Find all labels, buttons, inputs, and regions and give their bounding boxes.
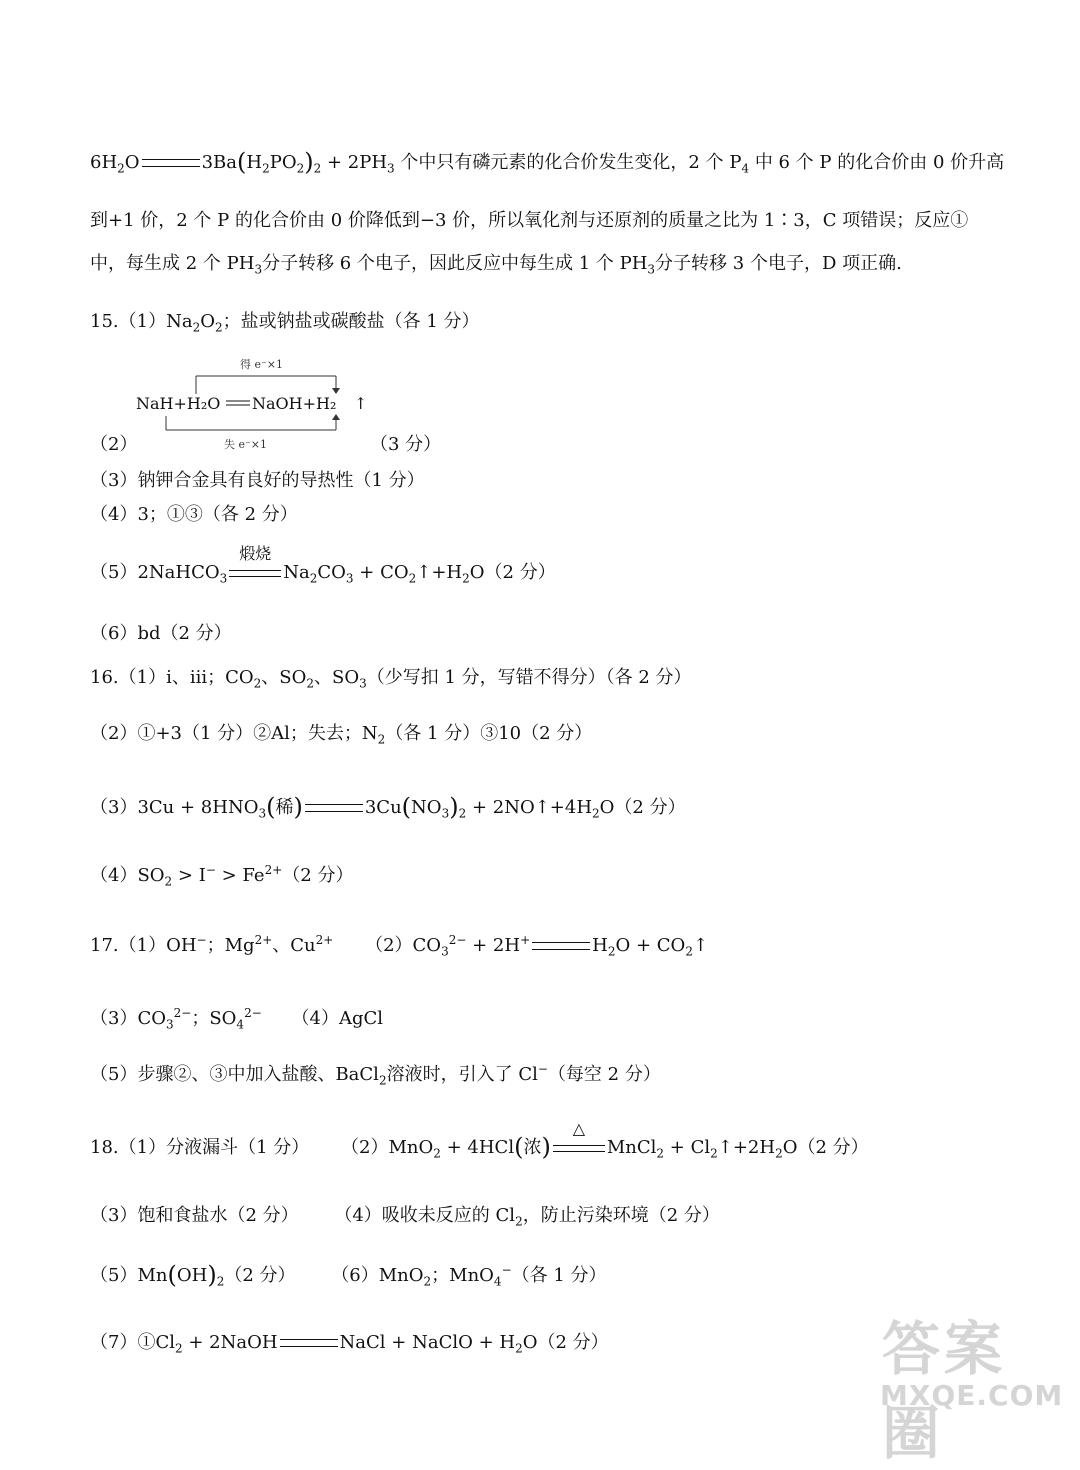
diagram-gas-arrow: ↑	[354, 394, 368, 413]
q15-part1: $15.(1)Na_2O_2$；盐或钠盐或碳酸盐（各 1 分）	[90, 311, 480, 335]
condition-equals: 煅烧	[229, 570, 281, 577]
equals-sign	[280, 1339, 338, 1347]
diagram-eq-left: NaH+H₂O	[136, 394, 221, 413]
q18-part1-2: 18.（1）分液漏斗（1 分） （2）MnO$_2$ + 4HCl(浓) △ MnCl$_2$ + $Cl_2↑+2H_2O(2$ 分）	[90, 1118, 869, 1161]
q15-part5: （5）2NaHCO$_3$ 煅烧 $Na_2CO_3$ + $CO_2↑+H_2O(2$ 分）	[90, 543, 556, 586]
q15-part2-score: （3 分）	[370, 434, 442, 455]
q15-part2-label: （2）	[90, 434, 138, 455]
watermark-bottom-text: MXQE.COM	[880, 1379, 1064, 1412]
q16-part2: （2）①+3（1 分）②Al；失去；$N_2$（各 1 分）③10（2 分）	[90, 723, 593, 747]
q15-part6: （6）bd（2 分）	[90, 623, 232, 644]
lose-electron-label: 失 e⁻×1	[224, 438, 268, 451]
electron-transfer-diagram	[128, 354, 388, 454]
q18-part5-6: $(5)Mn(OH)_2(2$ 分） （6）MnO$_2$；MnO$_4$−（各 1 分）	[90, 1261, 607, 1289]
q16-part3: $(3)3Cu + 8HNO_3$(稀) $3Cu(NO_3)_2$ + $2NO↑+4H_2O(2$ 分）	[90, 793, 686, 821]
q17-part5: （5）步骤②、③中加入盐酸、BaCl$_2$溶液时，引入了 Cl−（每空 2 分）	[90, 1062, 661, 1088]
watermark-top-text: 答案圈	[882, 1315, 1007, 1467]
q15-part4: （4）3；①③（各 2 分）	[90, 504, 298, 525]
intro-line-2: 到+1 价，2 个 P 的化合价由 0 价降低到−3 价，所以氧化剂与还原剂的质量之比为 1∶3，C 项错误；反应①	[90, 210, 969, 231]
gain-electron-label: 得 e⁻×1	[240, 358, 284, 371]
watermark-logo	[872, 1302, 1064, 1467]
q17-part1-2: 17.（1）OH−；$Mg^{2+}$、$Cu^{2+}$ $(2)CO_3^{2-} + 2H^+$ $H_2O$ + $CO_2↑$	[90, 933, 709, 959]
equals-sign	[142, 159, 200, 167]
equals-sign	[305, 804, 363, 812]
q15-part3: （3）钠钾合金具有良好的导热性（1 分）	[90, 470, 425, 491]
q18-part7: $(7)①Cl_2$ + 2NaOH NaCl + NaClO + $H_2O(2$ 分）	[90, 1332, 609, 1356]
q18-part3-4: （3）饱和食盐水（2 分） （4）吸收未反应的 $Cl_2$，防止污染环境（2 分）	[90, 1205, 720, 1229]
q16-part1: 16.（1）i、iii；$CO_2$、$SO_2$、$SO_3$（少写扣 1 分，写错不得分）（各 2 分）	[90, 667, 692, 691]
intro-line-3: 中，每生成 2 个 $PH_3$分子转移 6 个电子，因此反应中每生成 1 个 $PH_3$分子转移 3 个电子，D 项正确.	[90, 253, 902, 277]
diagram-eq-right: NaOH+H₂	[252, 394, 337, 413]
q16-part4: $(4)SO_2 > I^- > Fe^{2+}(2$ 分）	[90, 863, 354, 889]
intro-line-1: $6H_2O$ $3Ba(H_2PO_2)_2 + 2PH_3$ 个中只有磷元素的化合价发生变化，2 个 $P_4$ 中 6 个 P 的化合价由 0 价升高	[90, 148, 1005, 176]
equals-sign	[532, 942, 590, 950]
condition-equals: △	[553, 1145, 605, 1152]
q17-part3-4: $(3)CO_3^{2-}$；$SO_4^{2-}$ （4）AgCl	[90, 1006, 384, 1032]
